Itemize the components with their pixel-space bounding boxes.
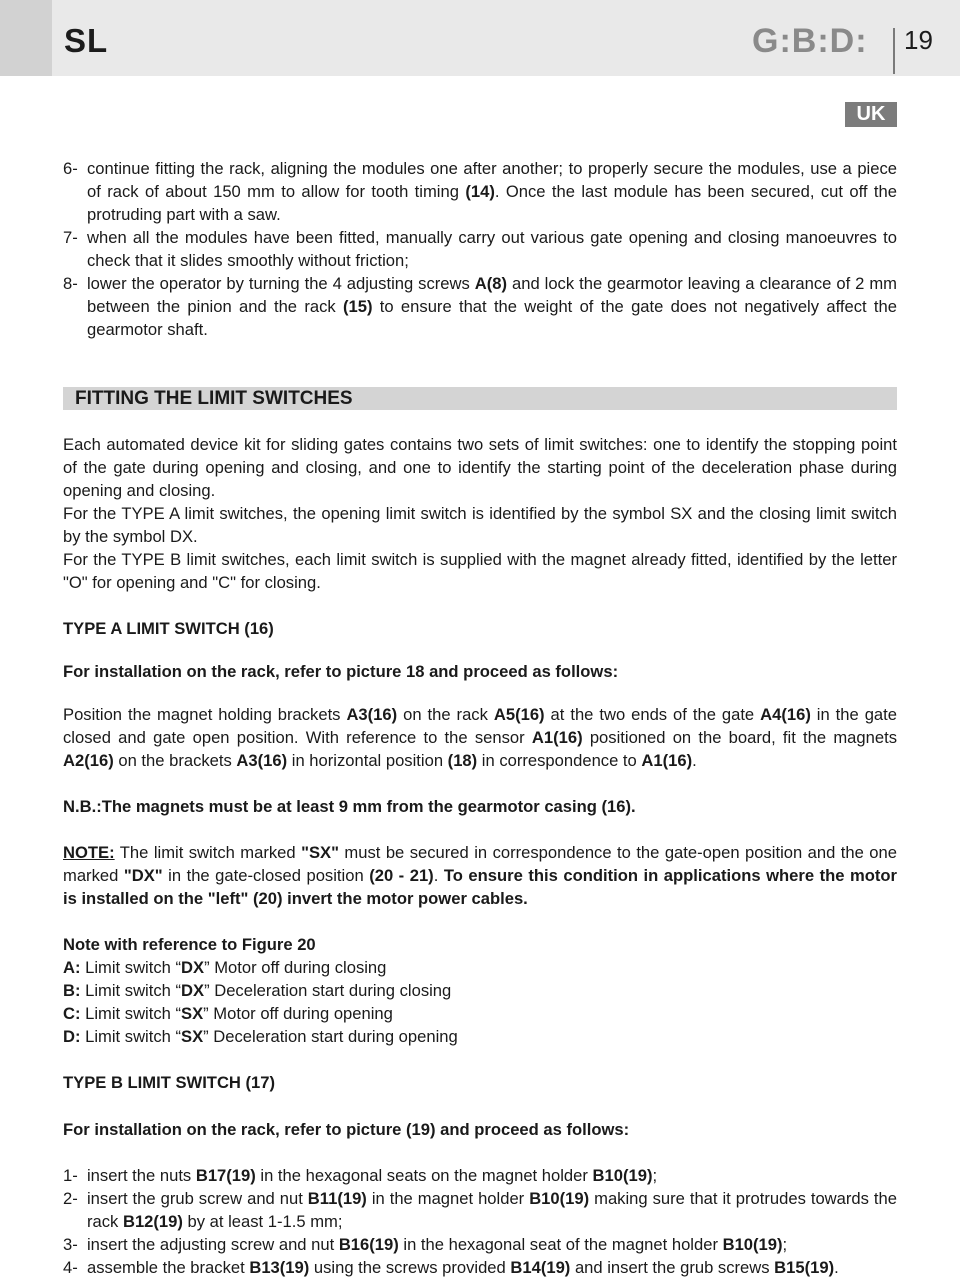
ref: A5(16)	[493, 705, 545, 724]
type-b-steps	[63, 1164, 897, 1279]
brand-logo: G:B:D:	[752, 22, 868, 60]
item-key: C:	[63, 1004, 81, 1023]
text: on the rack	[397, 705, 494, 724]
text: Limit switch “	[80, 1027, 182, 1046]
ref: B17(19)	[195, 1166, 256, 1185]
ref: "DX"	[123, 866, 163, 885]
header-divider	[893, 28, 895, 74]
text: assemble the bracket	[87, 1258, 250, 1277]
ref: A3(16)	[346, 705, 398, 724]
text: in horizontal position	[287, 751, 448, 770]
text: insert the grub screw and nut	[87, 1189, 308, 1208]
text: must be secured in correspondence to the gate-open position and the one marked	[63, 843, 897, 885]
item-key: B:	[63, 981, 81, 1000]
ref: B14(19)	[510, 1258, 571, 1277]
text: ;	[782, 1235, 788, 1254]
step-number: 6-	[63, 159, 78, 178]
text: Limit switch “	[80, 981, 182, 1000]
intro-paragraph: For the TYPE A limit switches, the opening limit switch is identified by the symbol SX and the closing limit switch by the symbol DX.	[63, 504, 897, 546]
ref: B12(19)	[122, 1212, 183, 1231]
type-a-install: For installation on the rack, refer to picture 18 and proceed as follows:	[63, 662, 619, 681]
type-b-heading: TYPE B LIMIT SWITCH (17)	[63, 1073, 276, 1092]
text: making sure that it protrudes towards the rack	[87, 1189, 897, 1231]
page-number: 19	[904, 25, 933, 55]
text: insert the adjusting screw and nut	[87, 1235, 339, 1254]
step-text: . Once the last module has been secured, cut off the protruding part with a saw.	[87, 182, 897, 224]
text: in the hexagonal seat of the magnet holder	[398, 1235, 723, 1254]
intro-paragraph: For the TYPE B limit switches, each limit switch is supplied with the magnet already fitted, identified by the letter "O" for opening and "C" for closing.	[63, 550, 897, 592]
text: Limit switch “	[80, 1004, 182, 1023]
figure-note-item	[63, 1025, 897, 1048]
switch-code: SX	[181, 1004, 204, 1023]
text: in the gate closed and gate open position. With reference to the sensor	[63, 705, 897, 747]
ref: A1(16)	[531, 728, 583, 747]
step-number: 3-	[63, 1235, 78, 1254]
ref: A3(16)	[236, 751, 288, 770]
note-label: NOTE:	[63, 843, 115, 862]
ref: (18)	[447, 751, 478, 770]
text: ” Motor off during closing	[204, 958, 387, 977]
text: in the magnet holder	[366, 1189, 530, 1208]
ref: B11(19)	[307, 1189, 367, 1208]
ref: A4(16)	[760, 705, 811, 724]
ref: B13(19)	[249, 1258, 310, 1277]
type-b-step	[63, 1256, 897, 1279]
note-paragraph	[63, 841, 897, 910]
type-b-install: For installation on the rack, refer to picture (19) and proceed as follows:	[63, 1120, 630, 1139]
text: The limit switch marked	[114, 843, 302, 862]
text: ” Motor off during opening	[203, 1004, 393, 1023]
text: ;	[652, 1166, 658, 1185]
page-content	[63, 157, 897, 1279]
text: .	[692, 751, 697, 770]
item-key: A:	[63, 958, 81, 977]
step-number: 7-	[63, 228, 78, 247]
type-b-step	[63, 1187, 897, 1233]
type-b-step	[63, 1233, 897, 1256]
ref: B10(19)	[529, 1189, 590, 1208]
step-item-7	[63, 226, 897, 272]
text: and insert the grub screws	[570, 1258, 775, 1277]
figure-note-item	[63, 1002, 897, 1025]
text: by at least 1-1.5 mm;	[182, 1212, 343, 1231]
step-number: 1-	[63, 1166, 78, 1185]
text: using the screws provided	[309, 1258, 511, 1277]
text: in correspondence to	[477, 751, 642, 770]
step-ref: A(8)	[474, 274, 508, 293]
step-text: and lock the gearmotor leaving a clearance of 2 mm between the pinion and the rack	[87, 274, 897, 316]
ref: B16(19)	[338, 1235, 399, 1254]
step-item-6	[63, 157, 897, 226]
step-text: when all the modules have been fitted, manually carry out various gate opening and closing manoeuvres to check that it slides smoothly without friction;	[87, 228, 897, 270]
text: insert the nuts	[87, 1166, 196, 1185]
ref: A2(16)	[63, 751, 114, 770]
figure-note-heading: Note with reference to Figure 20	[63, 935, 316, 954]
header-title: SL	[64, 22, 109, 59]
step-number: 4-	[63, 1258, 78, 1277]
text: in the gate-closed position	[162, 866, 370, 885]
nb-note: N.B.:The magnets must be at least 9 mm from the gearmotor casing (16).	[63, 797, 636, 816]
type-b-step	[63, 1164, 897, 1187]
text: in the hexagonal seats on the magnet holder	[255, 1166, 593, 1185]
type-a-position-paragraph	[63, 703, 897, 772]
figure-note-item	[63, 956, 897, 979]
figure-note-item	[63, 979, 897, 1002]
text: ” Deceleration start during closing	[204, 981, 452, 1000]
ref: B10(19)	[592, 1166, 653, 1185]
step-number: 8-	[63, 274, 78, 293]
step-number: 2-	[63, 1189, 78, 1208]
item-key: D:	[63, 1027, 81, 1046]
text: at the two ends of the gate	[544, 705, 761, 724]
switch-code: DX	[181, 958, 205, 977]
switch-code: DX	[181, 981, 205, 1000]
text: .	[834, 1258, 839, 1277]
step-item-8	[63, 272, 897, 341]
section-title: FITTING THE LIMIT SWITCHES	[63, 387, 897, 410]
switch-code: SX	[181, 1027, 204, 1046]
text: on the brackets	[113, 751, 237, 770]
text: ” Deceleration start during opening	[203, 1027, 458, 1046]
step-text: to ensure that the weight of the gate does not negatively affect the gearmotor shaft.	[87, 297, 897, 339]
ref: B10(19)	[722, 1235, 783, 1254]
header-side-block	[0, 0, 52, 76]
ref: "SX"	[301, 843, 339, 862]
language-badge: UK	[845, 102, 897, 127]
step-text: lower the operator by turning the 4 adjusting screws	[87, 274, 475, 293]
step-ref: (15)	[342, 297, 373, 316]
text: positioned on the board, fit the magnets	[582, 728, 897, 747]
ref: (20 - 21)	[369, 866, 434, 885]
ref: B15(19)	[774, 1258, 835, 1277]
text: .	[433, 866, 444, 885]
ref: A1(16)	[641, 751, 693, 770]
text: Limit switch “	[80, 958, 182, 977]
step-text: continue fitting the rack, aligning the modules one after another; to properly secure the modules, use a piece of rack of about 150 mm to allow for tooth timing	[87, 159, 897, 201]
intro-paragraph: Each automated device kit for sliding gates contains two sets of limit switches: one to identify the stopping point of the gate during opening and closing, and one to identify the starting point of the deceleration phase during opening and closing.	[63, 435, 897, 500]
ref: To ensure this condition in applications where the motor is installed on the "left" (20) invert the motor power cables.	[63, 866, 897, 908]
type-a-heading: TYPE A LIMIT SWITCH (16)	[63, 619, 274, 638]
text: Position the magnet holding brackets	[63, 705, 347, 724]
step-ref: (14)	[465, 182, 495, 201]
